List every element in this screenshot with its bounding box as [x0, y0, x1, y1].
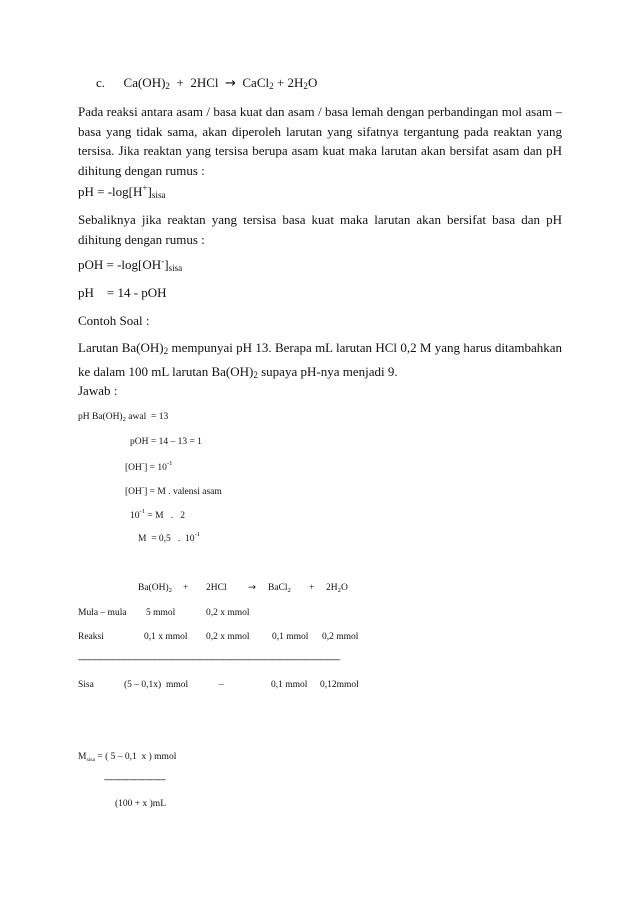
table-cell: 0,2 x mmol: [206, 608, 250, 618]
table-row-label-sisa: Sisa: [78, 680, 94, 690]
formula-poh: pOH = $-\log[OH^-]_{sisa}$: [78, 256, 183, 273]
table-cell: (5 – 0,1x) mmol: [124, 680, 189, 690]
table-cell: 0,12mmol: [320, 680, 359, 690]
table-cell: 0,1 x mmol: [144, 632, 188, 642]
reactant-1: $Ca(OH)_2$: [123, 75, 170, 91]
solution-step-5: $10^{-1} = M$ . 2: [130, 508, 185, 521]
paragraph-line: dihitung dengan rumus :: [78, 162, 205, 178]
paragraph-line: Sebaliknya jika reaktan yang tersisa basa kuat maka larutan akan bersifat basa dan pH: [78, 212, 562, 227]
solution-step-2: pOH = 14 – 13 = 1: [130, 437, 202, 447]
molarity-numerator: $M_{sisa}$ = ( 5 – 0,1 x ) mmol: [78, 752, 177, 763]
table-row-label-mula: Mula – mula: [78, 608, 127, 618]
question-line-2: ke dalam 100 mL larutan $Ba(OH)_2$ supaya pH-nya menjadi 9.: [78, 363, 398, 380]
solution-step-3: $[OH^-] = 10^{-1}$: [125, 460, 173, 473]
table-header-ba-oh2: $Ba(OH)_2$: [138, 583, 172, 594]
list-marker: c.: [96, 75, 106, 90]
paragraph-line: basa yang tidak sama, akan diperoleh larutan yang sifatnya tergantung pada reaktan yang: [78, 123, 562, 139]
product-2: + $2H_2O$: [276, 75, 318, 91]
table-header-bacl2: BaCl$_2$: [268, 583, 291, 594]
table-cell: 0,2 mmol: [322, 632, 359, 642]
table-header-h2o: $2H_2O$: [326, 583, 348, 594]
paragraph-strong-base: [78, 210, 562, 249]
table-cell: 0,1 mmol: [271, 680, 308, 690]
answer-heading: Jawab :: [78, 383, 118, 398]
solution-step-4: [OH-] = M . valensi asam: [125, 484, 222, 497]
table-divider: ------------------------------------------------------------------------------------------------------: [78, 655, 340, 665]
table-header-hcl: 2HCl: [206, 583, 227, 593]
table-header-plus-1: +: [183, 583, 189, 593]
reaction-c: [96, 75, 317, 91]
table-cell: 0,2 x mmol: [206, 632, 250, 642]
table-cell: –: [219, 680, 224, 690]
reactant-2: 2HCl: [190, 75, 219, 90]
product-1: CaCl$_2$: [242, 75, 274, 91]
table-cell: 5 mmol: [146, 608, 176, 618]
paragraph-line: dihitung dengan rumus :: [78, 231, 205, 247]
question-line-1: Larutan $Ba(OH)_2$ mempunyai pH 13. Berapa mL larutan HCl 0,2 M yang harus ditambahkan: [78, 340, 562, 356]
table-cell: 0,1 mmol: [272, 632, 309, 642]
formula-ph-from-poh: pH = 14 - pOH: [78, 285, 167, 300]
paragraph-strong-acid: [78, 102, 562, 180]
right-arrow-icon: →: [248, 582, 256, 593]
example-question: [78, 338, 562, 385]
paragraph-line: Pada reaksi antara asam / basa kuat dan asam / basa lemah dengan perbandingan mol asam –: [78, 104, 562, 119]
paragraph-line: tersisa. Jika reaktan yang tersisa berupa asam kuat maka larutan akan bersifat asam dan pH: [78, 143, 562, 159]
plus-sign: +: [176, 75, 184, 90]
solution-step-1: pH $Ba(OH)_2$ awal = 13: [78, 412, 169, 423]
example-heading: Contoh Soal :: [78, 313, 150, 328]
solution-step-6: M = 0,5 . $10^{-1}$: [138, 531, 201, 544]
molarity-denominator: (100 + x )mL: [115, 799, 167, 809]
right-arrow-icon: →: [224, 76, 236, 91]
table-header-plus-2: +: [309, 583, 315, 593]
fraction-line: -----------------------: [104, 775, 166, 785]
formula-ph: pH = $-\log[H^+]_{sisa}$: [78, 183, 166, 200]
table-row-label-reaksi: Reaksi: [78, 632, 104, 642]
